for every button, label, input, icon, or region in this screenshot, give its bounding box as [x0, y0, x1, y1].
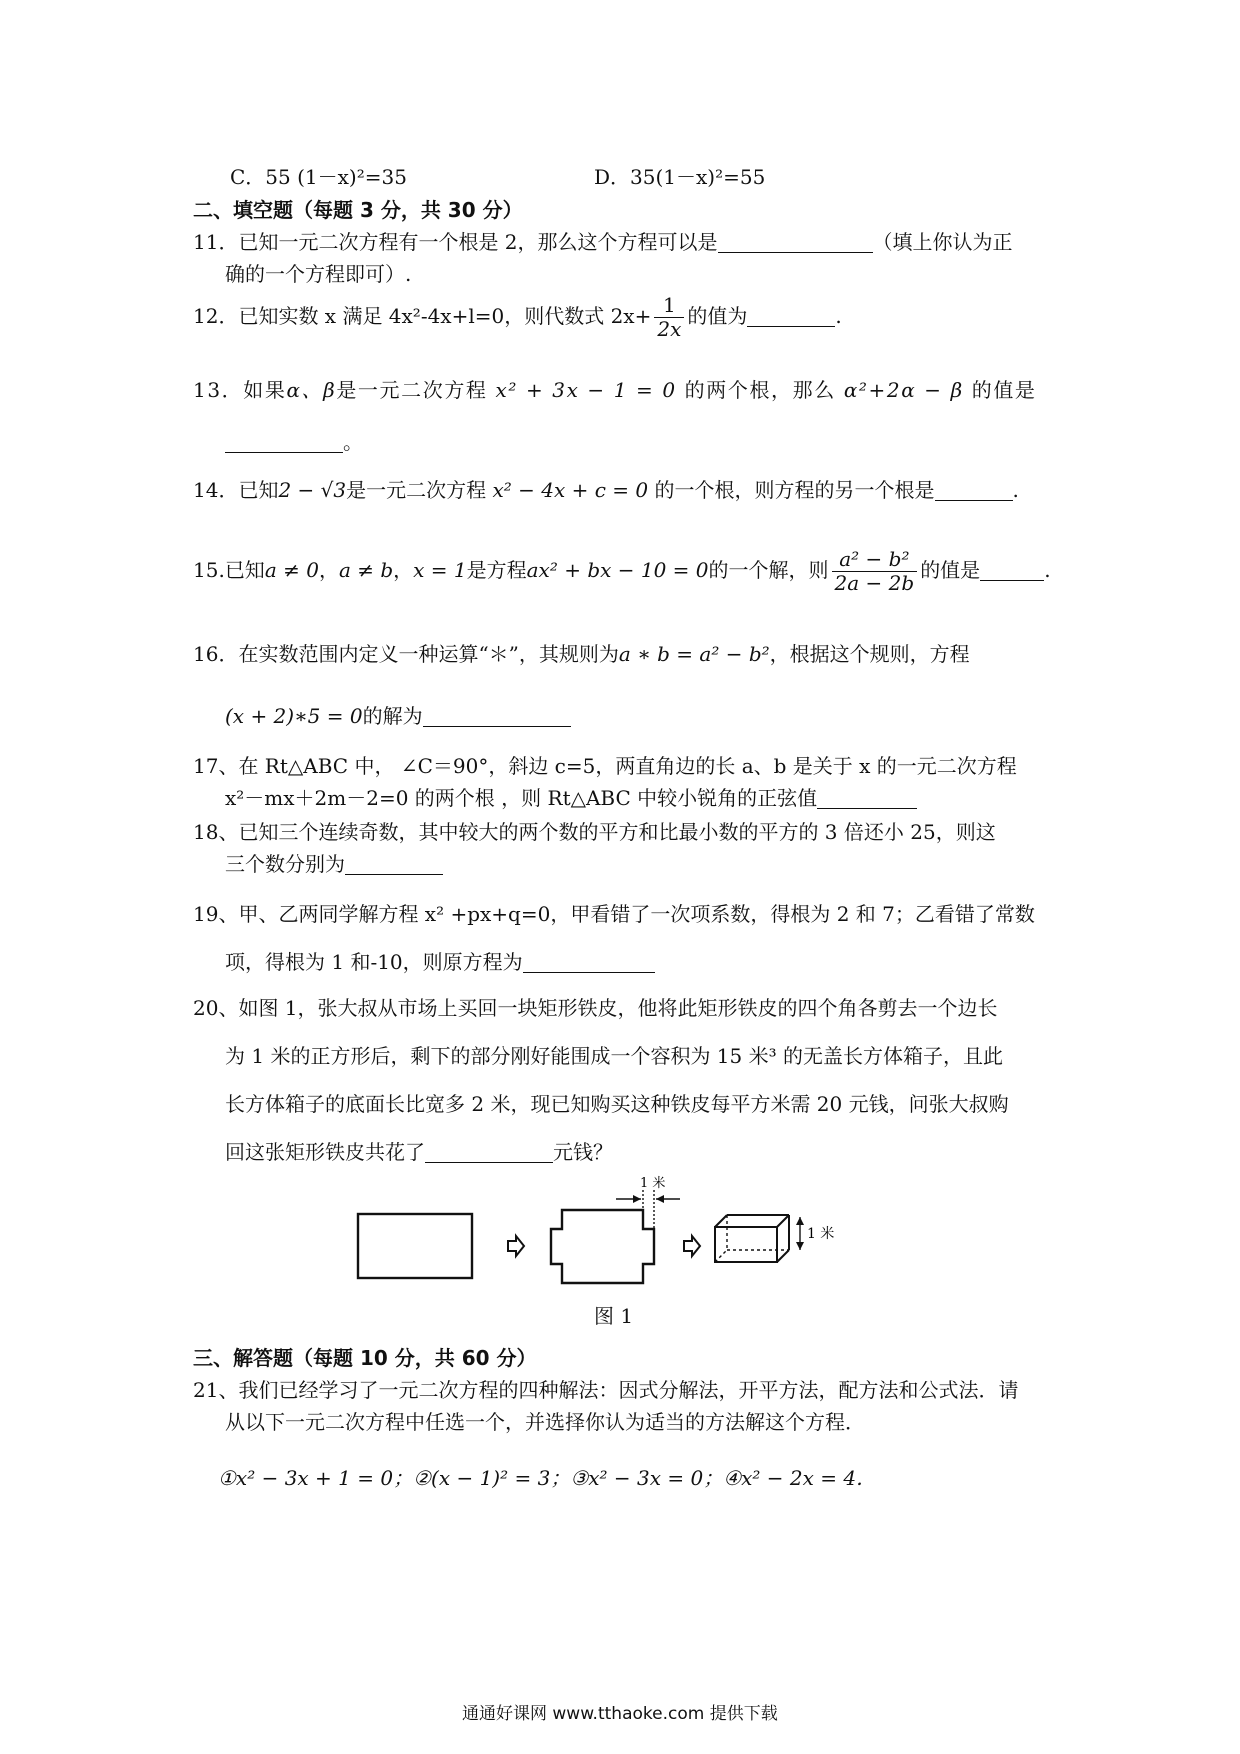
box-height-label: 1 米: [807, 1226, 835, 1242]
answer-blank-17[interactable]: [817, 790, 917, 809]
question-15: 15.已知a ≠ 0，a ≠ b，x = 1是方程ax² + bx − 10 = 0的一个解，则 $\frac{\text{a² − b²}}{2a - 2b}$ 的值是 .: [193, 547, 1051, 595]
question-12: 12．已知实数 x 满足 4x²-4x+l=0，则代数式 2x+ $\frac{1}{2x}$ 的值为 .: [193, 293, 842, 341]
sheet-rectangle: [358, 1214, 472, 1278]
question-17-line-1: 17、在 Rt△ABC 中， ∠C＝90°，斜边 c=5，两直角边的长 a、b 是关于 x 的一元二次方程: [193, 754, 1017, 778]
answer-blank-12[interactable]: [747, 308, 835, 327]
answer-blank-20[interactable]: [425, 1144, 553, 1163]
question-21-equations: ①x² − 3x + 1 = 0；②(x − 1)² = 3；③x² − 3x = 0；④x² − 2x = 4．: [218, 1466, 877, 1490]
question-21-line-1: 21、我们已经学习了一元二次方程的四种解法：因式分解法，开平方法，配方法和公式法．请: [193, 1378, 1019, 1402]
question-13-line-1: 13．如果α、β是一元二次方程 x² + 3x − 1 = 0 的两个根，那么 α²+2α − β 的值是: [193, 378, 1037, 402]
figure-caption: 图 1: [594, 1304, 634, 1328]
figure-1: [340, 1170, 880, 1300]
section-2-title: 二、填空题（每题 3 分，共 30 分）: [193, 198, 523, 222]
answer-blank-18[interactable]: [345, 856, 443, 875]
option-d: D．35(1－x)²=55: [594, 165, 766, 189]
fraction-a2-b2: $\frac{\text{a² − b²}}{2a - 2b}$: [832, 548, 918, 595]
open-box-drawing: [715, 1215, 789, 1262]
question-19-line-1: 19、甲、乙两同学解方程 x² +px+q=0，甲看错了一次项系数，得根为 2 和 7；乙看错了常数: [193, 902, 1035, 926]
page-footer: 通通好课网 www.tthaoke.com 提供下载: [462, 1704, 778, 1724]
option-c: C．55 (1－x)²=35: [230, 165, 407, 189]
hollow-arrow-icon: [684, 1236, 700, 1256]
question-16-line-2: (x + 2)∗5 = 0的解为: [225, 704, 571, 728]
section-3-title: 三、解答题（每题 10 分，共 60 分）: [193, 1346, 537, 1370]
answer-blank-11[interactable]: [718, 234, 873, 253]
question-11-line-1: 11．已知一元二次方程有一个根是 2，那么这个方程可以是 （填上你认为正: [193, 230, 1013, 254]
answer-blank-15[interactable]: [980, 562, 1044, 581]
question-16-line-1: 16．在实数范围内定义一种运算“＊”，其规则为a ∗ b = a² − b²，根据这个规则，方程: [193, 642, 970, 666]
question-17-line-2: x²－mx＋2m－2=0 的两个根 ，则 Rt△ABC 中较小锐角的正弦值: [225, 786, 917, 810]
answer-blank-13[interactable]: [225, 434, 343, 453]
question-18-line-2: 三个数分别为: [225, 852, 443, 876]
question-18-line-1: 18、已知三个连续奇数，其中较大的两个数的平方和比最小数的平方的 3 倍还小 25，则这: [193, 820, 996, 844]
answer-blank-19[interactable]: [523, 954, 655, 973]
question-20-line-1: 20、如图 1，张大叔从市场上买回一块矩形铁皮，他将此矩形铁皮的四个角各剪去一个边长: [193, 996, 998, 1020]
cut-width-label: 1 米: [640, 1176, 666, 1191]
hollow-arrow-icon: [508, 1236, 524, 1256]
question-20-line-3: 长方体箱子的底面长比宽多 2 米，现已知购买这种铁皮每平方米需 20 元钱，问张大叔购: [225, 1092, 1009, 1116]
cut-sheet-shape: [551, 1210, 654, 1283]
answer-blank-14[interactable]: [935, 482, 1013, 501]
question-11-line-2: 确的一个方程即可）.: [225, 262, 412, 286]
answer-blank-16[interactable]: [423, 708, 571, 727]
fraction-1-over-2x: $\frac{1}{2x}$: [654, 294, 684, 341]
question-20-line-4: 回这张矩形铁皮共花了 元钱？: [225, 1140, 613, 1164]
question-20-line-2: 为 1 米的正方形后，剩下的部分刚好能围成一个容积为 15 米³ 的无盖长方体箱子，且此: [225, 1044, 1003, 1068]
question-14: 14．已知2 − √3是一元二次方程 x² − 4x + c = 0 的一个根，则方程的另一个根是 .: [193, 478, 1019, 502]
question-19-line-2: 项，得根为 1 和-10，则原方程为: [225, 950, 655, 974]
question-21-line-2: 从以下一元二次方程中任选一个，并选择你认为适当的方法解这个方程．: [225, 1410, 865, 1434]
question-13-line-2: 。: [225, 430, 363, 454]
